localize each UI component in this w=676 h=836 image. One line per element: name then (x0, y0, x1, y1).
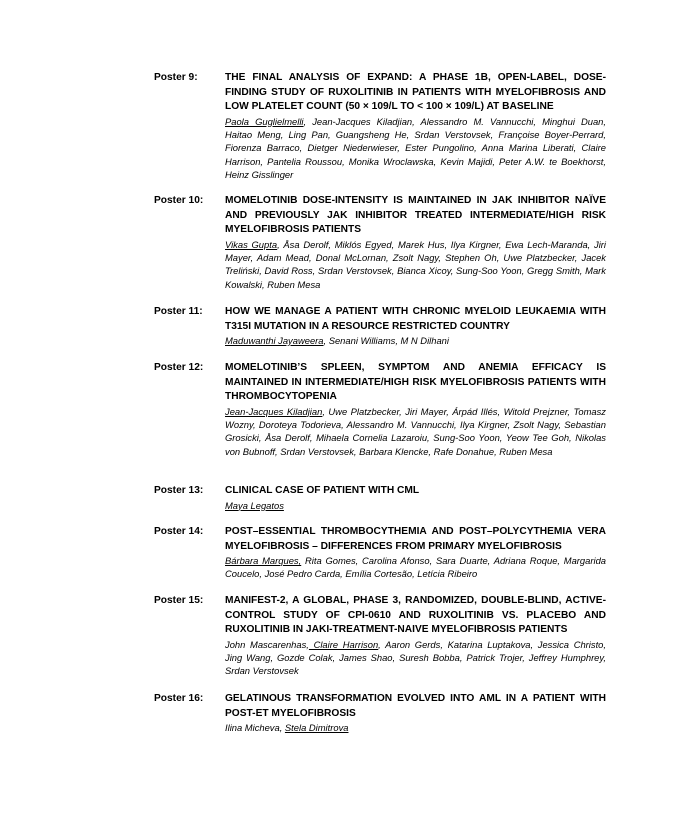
poster-label: Poster 16: (154, 693, 204, 704)
co-authors: , Uwe Platzbecker, Jiri Mayer, Árpád Illés, Witold Prejzner, Tomasz Wozny, Doroteya Todorieva, Alessandro M. Vannucchi, Ilya Kirgner, Zsolt Nagy, Sebastian Grosicki, Åsa Derolf, Mihaela Cornelia Lazaroiu, Sung-Soo Yoon, Yeow Tee Goh, Nikolas von Bubnoff, Srdan Verstovsek, Barbara Klencke, Rafe Donahue, Ruben Mesa (225, 405, 606, 457)
first-author: John Mascarenhas, (225, 638, 309, 650)
poster-title: POST–ESSENTIAL THROMBOCYTHEMIA AND POST–POLYCYTHEMIA VERA MYELOFIBROSIS – DIFFERENCES FROM PRIMARY MYELOFIBROSIS (225, 526, 606, 552)
poster-authors (225, 554, 606, 581)
presenting-author: Jean-Jacques Kiladjian (225, 405, 323, 417)
co-authors: , Jean-Jacques Kiladjian, Alessandro M. Vannucchi, Minghui Duan, Haitao Meng, Ling Pan, Guangsheng He, Srdan Verstovsek, Françoise Boyer-Perrard, Fiorenza Barraco, Dietger Niederwieser, Ester Pungolino, Anna Marina Liberati, Claire Harrison, Pantelia Roussou, Monika Wroclawska, Kevin Majidi, Peter A.W. te Boekhorst, Heinz Gisslinger (225, 115, 606, 181)
poster-authors (225, 405, 606, 459)
poster-label: Poster 10: (154, 195, 204, 206)
poster-label: Poster 9: (154, 72, 198, 83)
co-authors: Rita Gomes, Carolina Afonso, Sara Duarte, Adriana Roque, Margarida Coucelo, José Pedro Carda, Emília Cortesão, Letícia Ribeiro (225, 555, 606, 580)
poster-authors (225, 721, 606, 734)
poster-title: GELATINOUS TRANSFORMATION EVOLVED INTO AML IN A PATIENT WITH POST-ET MYELOFIBROSIS (225, 693, 606, 719)
presenting-author: Vikas Gupta (225, 238, 278, 250)
co-authors: , Åsa Derolf, Miklós Egyed, Marek Hus, Ilya Kirgner, Ewa Lech-Maranda, Jiri Mayer, Adam Mead, Donal McLornan, Zsolt Nagy, Stephen Oh, Uwe Platzbecker, Jacek Treliński, David Ross, Srdan Verstovsek, Bianca Xicoy, Sung-Soo Yoon, Gregg Smith, Mark Kowalski, Ruben Mesa (225, 238, 607, 290)
first-author: Ilina Micheva, (225, 722, 285, 733)
presenting-author: Maya Legatos (225, 499, 284, 511)
poster-label: Poster 11: (154, 306, 203, 317)
poster-title: HOW WE MANAGE A PATIENT WITH CHRONIC MYELOID LEUKAEMIA WITH T315I MUTATION IN A RESOURCE RESTRICTED COUNTRY (225, 306, 606, 332)
co-authors: , Aaron Gerds, Katarina Luptakova, Jessica Christo, Jing Wang, Gozde Colak, James Shao, Suresh Bobba, Patrick Trojer, Jeffrey Humphrey, Srdan Verstovsek (225, 638, 606, 677)
poster-authors (225, 638, 606, 678)
presenting-author: Claire Harrison (308, 638, 379, 650)
poster-title: MANIFEST-2, A GLOBAL, PHASE 3, RANDOMIZED, DOUBLE-BLIND, ACTIVE-CONTROL STUDY OF CPI-0610 AND RUXOLITINIB VS. PLACEBO AND RUXOLITINIB IN JAKI-TREATMENT-NAIVE MYELOFIBROSIS PATIENTS (225, 595, 606, 635)
presenting-author: Bárbara Marques, (225, 555, 302, 566)
poster-authors (225, 334, 606, 347)
presenting-author: Paola Guglielmelli (225, 115, 304, 127)
poster-title: THE FINAL ANALYSIS OF EXPAND: A PHASE 1B, OPEN-LABEL, DOSE-FINDING STUDY OF RUXOLITINIB IN PATIENTS WITH MYELOFIBROSIS AND LOW PLATELET COUNT (50 × 109/L TO < 100 × 109/L) AT BASELINE (225, 72, 606, 112)
co-authors: , Senani Williams, M N Dilhani (323, 335, 449, 346)
poster-authors (225, 115, 606, 182)
poster-authors (225, 238, 606, 292)
poster-label: Poster 15: (154, 595, 204, 606)
poster-label: Poster 12: (154, 362, 204, 373)
poster-authors (225, 499, 606, 512)
poster-title: MOMELOTINIB DOSE-INTENSITY IS MAINTAINED IN JAK INHIBITOR NAÏVE AND PREVIOUSLY JAK INHIBITOR TREATED INTERMEDIATE/HIGH RISK MYELOFIBROSIS PATIENTS (225, 195, 606, 235)
poster-label: Poster 14: (154, 526, 204, 537)
poster-title: MOMELOTINIB’S SPLEEN, SYMPTOM AND ANEMIA EFFICACY IS MAINTAINED IN INTERMEDIATE/HIGH RISK MYELOFIBROSIS PATIENTS WITH THROMBOCYTOPENIA (225, 362, 606, 402)
poster-label: Poster 13: (154, 485, 204, 496)
poster-title: CLINICAL CASE OF PATIENT WITH CML (225, 485, 420, 496)
presenting-author: Maduwanthi Jayaweera (225, 335, 324, 346)
presenting-author: Stela Dimitrova (284, 722, 349, 733)
